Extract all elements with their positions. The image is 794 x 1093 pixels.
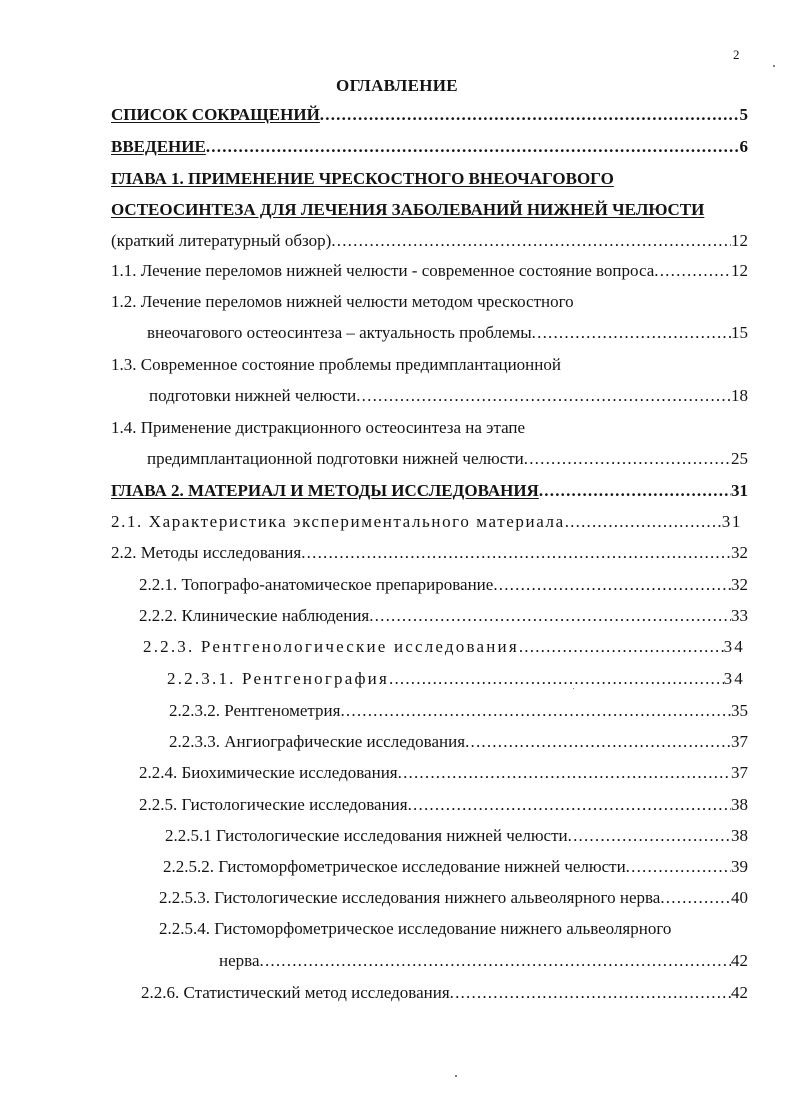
toc-entry-2-2-5-1[interactable] — [165, 825, 748, 847]
toc-entry-1-3[interactable] — [149, 385, 748, 407]
leader-dots — [450, 982, 731, 1004]
leader-dots — [260, 950, 732, 972]
leader-dots — [398, 762, 731, 784]
toc-entry-label: 2.2.3. Рентгенологические исследования — [143, 637, 519, 656]
toc-entry-label: подготовки нижней челюсти — [149, 386, 357, 405]
toc-entry-label: предимплантационной подготовки нижней челюсти — [147, 449, 524, 468]
leader-dots — [356, 385, 731, 407]
chapter1-heading-line1[interactable]: ГЛАВА 1. ПРИМЕНЕНИЕ ЧРЕСКОСТНОГО ВНЕОЧАГОВОГО — [111, 169, 614, 188]
page-title: ОГЛАВЛЕНИЕ — [336, 76, 458, 95]
toc-entry-page: 15 — [731, 323, 748, 342]
toc-entry-page: 31 — [731, 481, 748, 500]
page-number: 2 — [733, 47, 740, 62]
toc-entry-2-1[interactable] — [111, 511, 742, 533]
leader-dots — [389, 668, 724, 690]
toc-entry-page: 37 — [731, 732, 748, 751]
leader-dots — [565, 511, 722, 533]
leader-dots — [369, 605, 731, 627]
toc-entry-1-4-line1[interactable]: 1.4. Применение дистракционного остеосинтеза на этапе — [111, 418, 526, 437]
toc-entry-page: 6 — [739, 137, 748, 156]
toc-entry-label: 2.1. Характеристика экспериментального материала — [111, 512, 565, 531]
toc-entry-page: 25 — [731, 449, 748, 468]
toc-entry-label: 2.2.3.3. Ангиографические исследования — [169, 732, 466, 751]
leader-dots — [524, 448, 731, 470]
toc-entry-label: 2.2.4. Биохимические исследования — [139, 763, 398, 782]
toc-entry-label: 2.2.5. Гистологические исследования — [139, 795, 408, 814]
toc-entry-label: СПИСОК СОКРАЩЕНИЙ — [111, 105, 320, 124]
toc-entry-2-2-3-1[interactable] — [167, 668, 745, 690]
toc-entry-label: ГЛАВА 2. МАТЕРИАЛ И МЕТОДЫ ИССЛЕДОВАНИЯ — [111, 481, 539, 500]
toc-entry-page: 5 — [739, 105, 748, 124]
toc-entry-page: 42 — [731, 983, 748, 1002]
toc-entry-2-2-1[interactable] — [139, 574, 748, 596]
toc-entry-2-2[interactable] — [111, 542, 748, 564]
toc-entry-introduction[interactable] — [111, 136, 748, 158]
toc-entry-page: 40 — [731, 888, 748, 907]
toc-entry-label: ВВЕДЕНИЕ — [111, 137, 206, 156]
toc-entry-label: 2.2.1. Топографо-анатомическое препарирование — [139, 575, 494, 594]
toc-entry-2-2-5-4-line1[interactable]: 2.2.5.4. Гистоморфометрическое исследование нижнего альвеолярного — [159, 919, 672, 938]
toc-entry-1-2-line1[interactable]: 1.2. Лечение переломов нижней челюсти методом чрескостного — [111, 292, 574, 311]
leader-dots — [493, 574, 731, 596]
toc-entry-label: внеочагового остеосинтеза – актуальность проблемы — [147, 323, 532, 342]
toc-entry-2-2-2[interactable] — [139, 605, 748, 627]
leader-dots — [660, 887, 731, 909]
toc-entry-page: 12 — [731, 261, 748, 280]
toc-entry-1-1[interactable] — [111, 260, 748, 282]
leader-dots — [519, 636, 724, 658]
toc-entry-page: 31 — [721, 512, 742, 531]
leader-dots — [654, 260, 731, 282]
toc-entry-page: 34 — [723, 669, 745, 688]
toc-entry-page: 38 — [731, 826, 748, 845]
toc-entry-2-2-5-2[interactable] — [163, 856, 748, 878]
chapter1-heading-line2[interactable]: ОСТЕОСИНТЕЗА ДЛЯ ЛЕЧЕНИЯ ЗАБОЛЕВАНИЙ НИЖНЕЙ ЧЕЛЮСТИ — [111, 200, 705, 219]
toc-entry-chapter2[interactable] — [111, 480, 748, 502]
toc-entry-page: 32 — [731, 575, 748, 594]
scan-speck — [773, 65, 775, 67]
toc-entry-label: 2.2.6. Статистический метод исследования — [141, 983, 450, 1002]
toc-entry-label: 2.2.3.1. Рентгенография — [167, 669, 389, 688]
toc-entry-2-2-6[interactable] — [141, 982, 748, 1004]
toc-entry-2-2-3-3[interactable] — [169, 731, 748, 753]
toc-entry-2-2-4[interactable] — [139, 762, 748, 784]
leader-dots — [568, 825, 731, 847]
toc-entry-1-2[interactable] — [147, 322, 748, 344]
leader-dots — [331, 230, 731, 252]
toc-entry-chapter1[interactable] — [111, 230, 748, 252]
leader-dots — [539, 480, 731, 502]
toc-entry-label: 2.2.3.2. Рентгенометрия — [169, 701, 341, 720]
leader-dots — [301, 542, 731, 564]
scan-speck — [573, 688, 574, 689]
toc-entry-label: 2.2.5.1 Гистологические исследования нижней челюсти — [165, 826, 568, 845]
leader-dots — [465, 731, 731, 753]
toc-entry-1-4[interactable] — [147, 448, 748, 470]
toc-entry-2-2-5-3[interactable] — [159, 887, 748, 909]
toc-entry-label: нерва — [219, 951, 260, 970]
toc-entry-2-2-3[interactable] — [143, 636, 745, 658]
toc-entry-abbreviations[interactable] — [111, 104, 748, 126]
toc-entry-2-2-3-2[interactable] — [169, 700, 748, 722]
leader-dots — [408, 794, 731, 816]
toc-entry-2-2-5[interactable] — [139, 794, 748, 816]
leader-dots — [626, 856, 731, 878]
toc-entry-2-2-5-4[interactable] — [219, 950, 748, 972]
toc-entry-label: 2.2.5.2. Гистоморфометрическое исследование нижней челюсти — [163, 857, 626, 876]
toc-entry-page: 34 — [723, 637, 745, 656]
toc-entry-page: 42 — [731, 951, 748, 970]
toc-entry-label: 2.2.2. Клинические наблюдения — [139, 606, 370, 625]
toc-entry-label: 2.2. Методы исследования — [111, 543, 302, 562]
toc-entry-page: 32 — [731, 543, 748, 562]
toc-entry-page: 35 — [731, 701, 748, 720]
toc-entry-page: 39 — [731, 857, 748, 876]
toc-entry-page: 33 — [731, 606, 748, 625]
toc-entry-page: 18 — [731, 386, 748, 405]
leader-dots — [340, 700, 731, 722]
toc-entry-label: 1.1. Лечение переломов нижней челюсти - современное состояние вопроса — [111, 261, 655, 280]
toc-entry-label: 2.2.5.3. Гистологические исследования нижнего альвеолярного нерва — [159, 888, 661, 907]
toc-entry-page: 38 — [731, 795, 748, 814]
toc-entry-label: (краткий литературный обзор) — [111, 231, 332, 250]
leader-dots — [532, 322, 731, 344]
toc-entry-1-3-line1[interactable]: 1.3. Современное состояние проблемы предимплантационной — [111, 355, 561, 374]
toc-entry-page: 37 — [731, 763, 748, 782]
leader-dots — [206, 136, 740, 158]
leader-dots — [320, 104, 740, 126]
toc-entry-page: 12 — [731, 231, 748, 250]
scan-speck — [455, 1075, 457, 1077]
